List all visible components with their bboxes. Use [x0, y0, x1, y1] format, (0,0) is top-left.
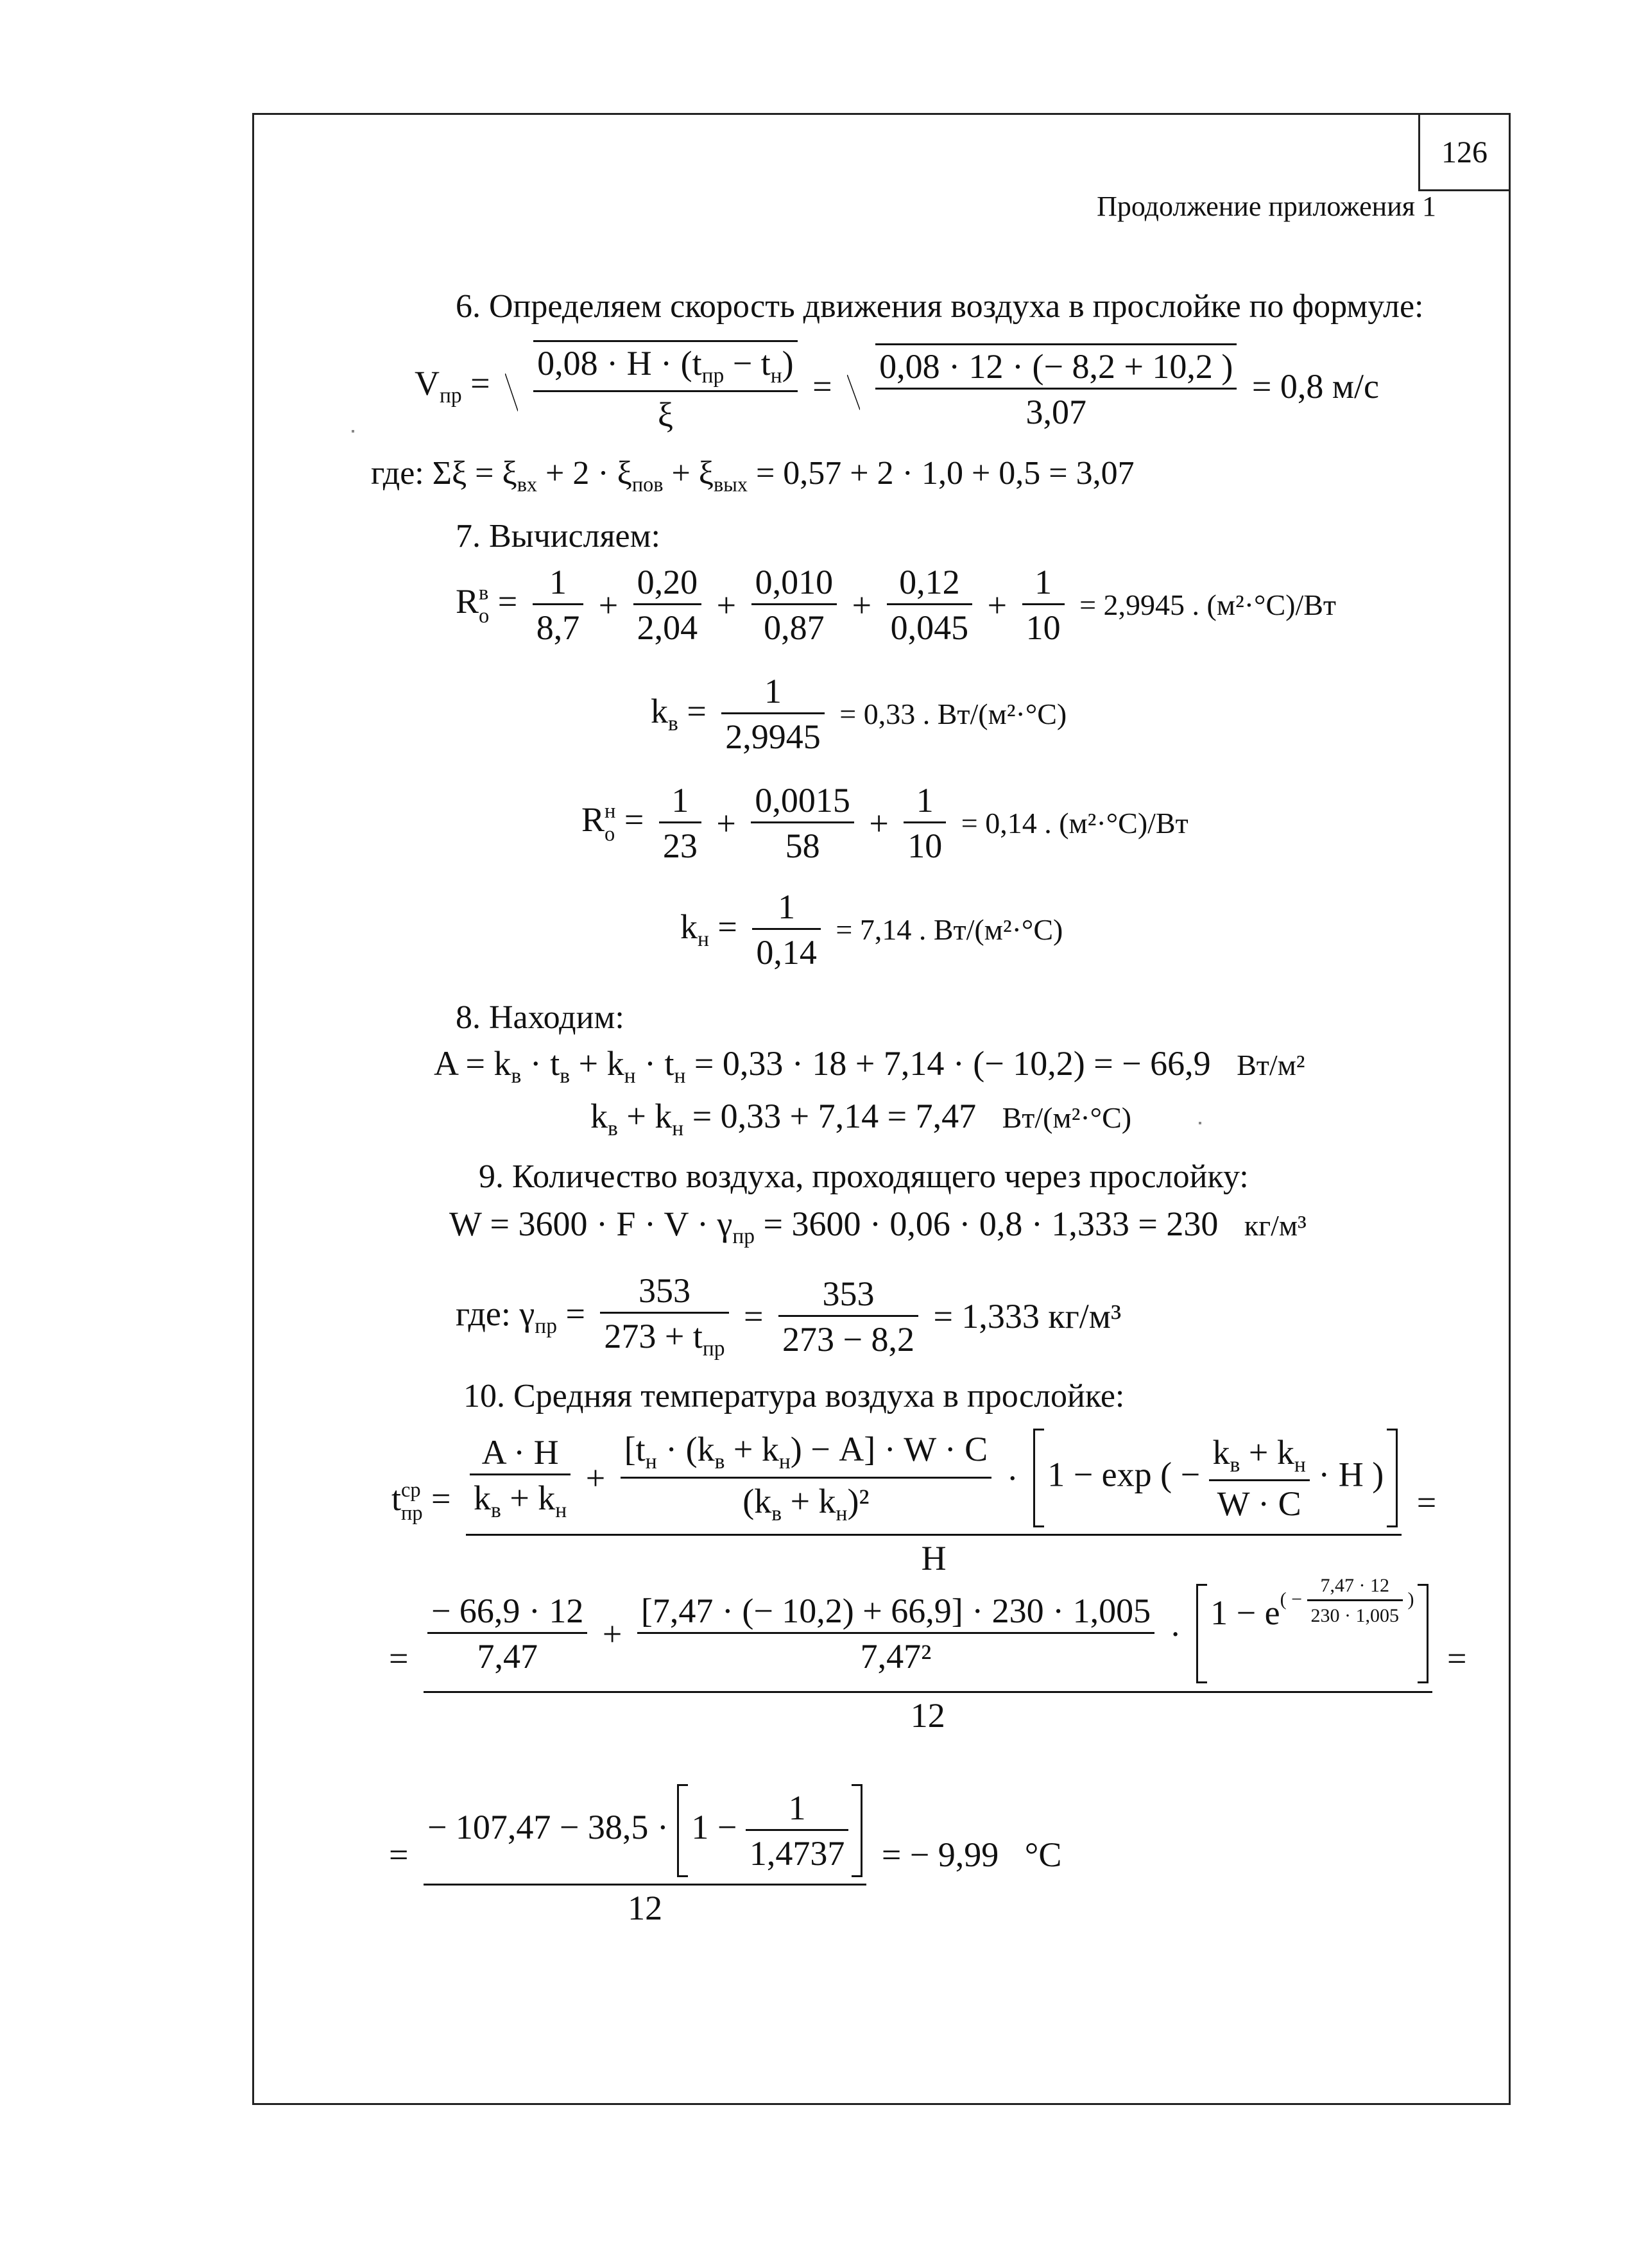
s8-eq1: $A = k_в \cdot t_в + k_н \cdot t_н = 0,33 \cdot 18 + 7,14$ · (− 10,2) = − 66,9 Вт/м²	[434, 1044, 1305, 1088]
s6-heading: 6. Определяем скорость движения воздуха в прослойке по формуле:	[456, 288, 1424, 325]
r-in-term-5: $\frac{1}{10}$	[1022, 565, 1065, 645]
s7-r-outer: R н о = $\frac{1}{23}$ + $\frac{0,0015}{58}$ + $\frac{1}{10}$ = 0,14 . (м²·°С)/Вт	[581, 781, 1188, 865]
appendix-note: Продолжение приложения 1	[1097, 191, 1436, 222]
r-in-term-3: $\frac{0,010}{0,87}$	[751, 565, 837, 645]
s7-kn: $k_н$ = $\frac{1}{0,14}$ = 7,14 . Вт/(м²·°С)	[680, 888, 1063, 972]
s9-gamma: где: $\gamma_{пр}$ = $\frac{353}{273 + t_{пр}}$ = $\frac{353}{273 - 8,2}$ = 1,333 кг/м³	[456, 1271, 1122, 1361]
r-in-term-4: $\frac{0,12}{0,045}$	[887, 565, 973, 645]
r-out-term-2: $\frac{0,0015}{58}$	[751, 783, 854, 863]
s6-sqrt-2: $\frac{0,08 \cdot 12 \cdot (- 8,2 + 10,2 )}{3,07}$	[847, 343, 1237, 429]
s8-eq2: $k_в + k_н = 0,33 + 7,14 = 7,47$ Вт/(м²·°С)	[590, 1097, 1132, 1140]
s9-eq: $W = 3600 \cdot F \cdot V \cdot \gamma_{пр} = 3600 \cdot 0,06 \cdot 0,8 \cdot 1,333 = 230$ кг/м³	[449, 1205, 1307, 1248]
s10-final: = − 107,47 − 38,5 · 1 − $\frac{1}{1,4737}$ 12 = − 9,99 °С	[382, 1784, 1068, 1925]
s6-sqrt-1: $\frac{0,08 \cdot H \cdot (t_{пр} - t_н)}{\xi}$	[505, 340, 797, 432]
page-number: 126	[1441, 135, 1488, 169]
scan-dot	[352, 430, 354, 433]
s7-kv: $k_в$ = $\frac{1}{2,9945}$ = 0,33 . Вт/(м²·°С)	[651, 672, 1067, 756]
r-out-term-1: $\frac{1}{23}$	[659, 783, 701, 863]
s8-heading: 8. Находим:	[456, 999, 624, 1036]
s10-final-fraction: − 107,47 − 38,5 · 1 − $\frac{1}{1,4737}$ 12	[424, 1784, 866, 1925]
r-in-term-2: $\frac{0,20}{2,04}$	[633, 565, 702, 645]
s10-heading: 10. Средняя температура воздуха в прослойке:	[463, 1378, 1125, 1414]
scan-dot	[1199, 1122, 1201, 1124]
s10-symbolic: t ср пр = $\frac{A \cdot H}{k_в + k_н}$ + $\frac{[t_н \cdot (k_в + k_н) - A] \cdot W \cdot C}{(k_в + k_н)^2}$ · 1 − exp ( − $\frac{k_в + k_н}{W \cdot C}$ · H ) H =	[385, 1429, 1443, 1576]
r-in-term-1: $\frac{1}{8,7}$	[533, 565, 584, 645]
s6-formula: $V_{пр}$ = $\frac{0,08 \cdot H \cdot (t_{пр} - t_н)}{\xi}$ = $\frac{0,08 \cdot 12 \cdot (- 8,2 + 10,2 )}{3,07}$ = 0,8 м/с	[408, 340, 1386, 432]
r-out-term-3: $\frac{1}{10}$	[904, 783, 946, 863]
s9-heading: 9. Количество воздуха, проходящего через прослойку:	[479, 1158, 1249, 1195]
s10-main-fraction: $\frac{A \cdot H}{k_в + k_н}$ + $\frac{[t_н \cdot (k_в + k_н) - A] \cdot W \cdot C}{(k_в + k_н)^2}$ · 1 − exp ( − $\frac{k_в + k_н}{W \cdot C}$ · H ) H	[466, 1429, 1402, 1576]
s6-result: = 0,8 м/с	[1251, 366, 1380, 406]
s6-lhs: $V_{пр}$ =	[415, 364, 490, 408]
s10-numeric: = $\frac{- 66,9 \cdot 12}{7,47}$ + $\frac{[7,47 \cdot (- 10,2) + 66,9] \cdot 230 \cdot 1,005}{\text{7,47²}}$ · 1 − e( − $\frac{7,47 \cdot 12}{230 \cdot 1,005}$ ) 12 =	[389, 1575, 1467, 1735]
s7-heading: 7. Вычисляем:	[456, 518, 660, 554]
s7-r-inner: R в о = $\frac{1}{8,7}$ + $\frac{0,20}{2,04}$ + $\frac{0,010}{0,87}$ + $\frac{0,12}{0,045}$ + $\frac{1}{10}$ = 2,9945 . (м²·°С)/Вт	[456, 563, 1337, 647]
s10-numeric-fraction: $\frac{- 66,9 \cdot 12}{7,47}$ + $\frac{[7,47 \cdot (- 10,2) + 66,9] \cdot 230 \cdot 1,005}{\text{7,47²}}$ · 1 − e( − $\frac{7,47 \cdot 12}{230 \cdot 1,005}$ ) 12	[424, 1584, 1432, 1733]
s6-where: где: $\Sigma\xi = \xi_{вх} + 2 \cdot \xi_{пов} + \xi_{вых} = 0,57 + 2 \cdot 1,0 + 0,5 = 3,07$	[371, 455, 1135, 496]
